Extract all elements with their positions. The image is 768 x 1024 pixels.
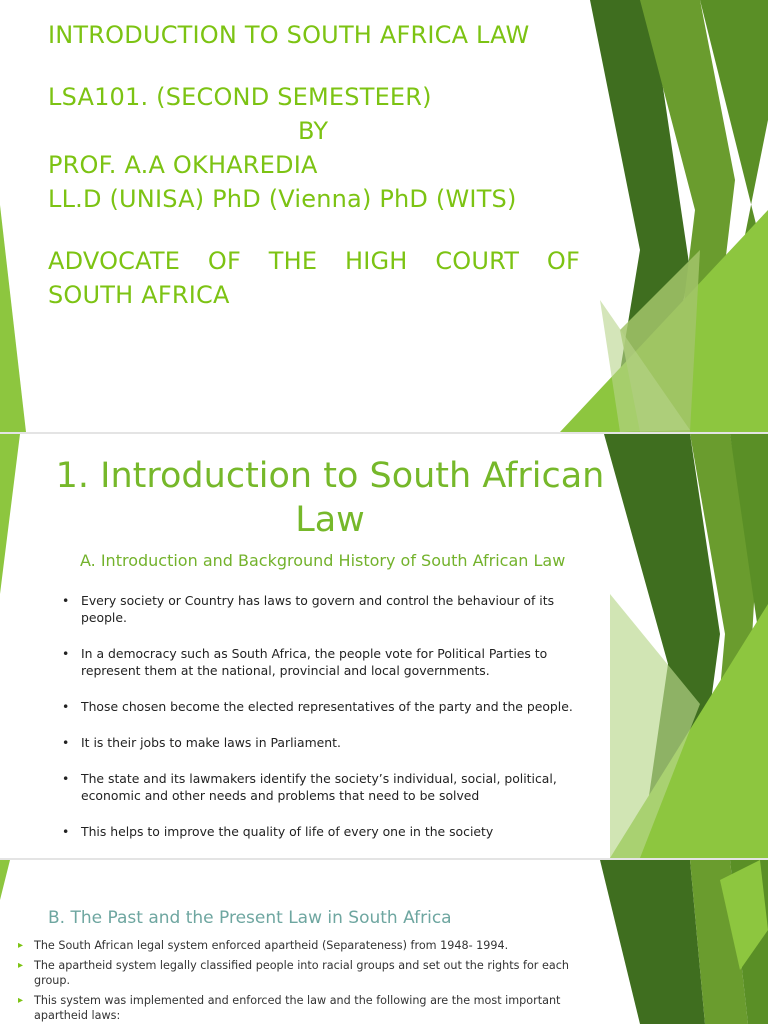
left-edge-sliver — [0, 860, 10, 900]
section-title: B. The Past and the Present Law in South Africa — [48, 908, 452, 928]
author-degrees: LL.D (UNISA) PhD (Vienna) PhD (WITS) — [48, 185, 517, 213]
section-title-line-2: Law — [295, 500, 365, 540]
advocate-line-2: SOUTH AFRICA — [48, 281, 230, 309]
bullet-arrow-icon: ▸ — [18, 995, 24, 1006]
author-name: PROF. A.A OKHAREDIA — [48, 151, 318, 179]
bullet-icon: • — [62, 824, 70, 839]
list-item: • Every society or Country has laws to govern and control the behaviour of its people. — [62, 593, 555, 625]
bullet-icon: • — [62, 699, 70, 714]
left-edge-sliver — [0, 205, 26, 432]
list-item: ▸ This system was implemented and enforced the law and the following are the most important apartheid laws: — [18, 994, 561, 1022]
list-item: • In a democracy such as South Africa, the people vote for Political Parties to represent them at the national, provincial and local governments. — [62, 646, 548, 678]
slide-title — [0, 0, 768, 432]
list-item: • This helps to improve the quality of life of every one in the society — [62, 824, 494, 839]
bullet-icon: • — [62, 771, 70, 786]
list-item: ▸ The apartheid system legally classified people into racial groups and set out the rights for each group. — [18, 959, 569, 987]
course-code: LSA101. (SECOND SEMESTEER) — [48, 83, 432, 111]
title-block — [48, 18, 580, 312]
advocate-line-1: ADVOCATE OF THE HIGH COURT OF — [48, 247, 580, 275]
bullet-arrow-icon: ▸ — [18, 960, 24, 971]
bullet-list — [62, 592, 602, 858]
bullet-icon: • — [62, 735, 70, 750]
left-edge-sliver — [0, 434, 20, 594]
bullet-icon: • — [62, 593, 70, 608]
slide-introduction — [0, 434, 768, 858]
list-item: • It is their jobs to make laws in Parliament. — [62, 735, 341, 750]
bullet-icon: • — [62, 646, 70, 661]
shape-dark-band — [600, 860, 705, 1024]
section-subtitle: A. Introduction and Background History of South African Law — [80, 551, 566, 570]
bullet-list — [18, 938, 578, 1024]
list-item: • Those chosen become the elected representatives of the party and the people. — [62, 699, 573, 714]
presentation-title: INTRODUCTION TO SOUTH AFRICA LAW — [48, 21, 530, 49]
slide-past-present — [0, 860, 768, 1024]
section-title — [50, 454, 610, 542]
section-title-line-1: 1. Introduction to South African — [55, 456, 605, 496]
bullet-arrow-icon: ▸ — [18, 940, 24, 951]
list-item: ▸ The South African legal system enforced apartheid (Separateness) from 1948- 1994. — [18, 939, 509, 952]
by-label: BY — [298, 117, 329, 145]
list-item: • The state and its lawmakers identify the society’s individual, social, political, economic and other needs and problems that need to be solved — [62, 771, 557, 803]
